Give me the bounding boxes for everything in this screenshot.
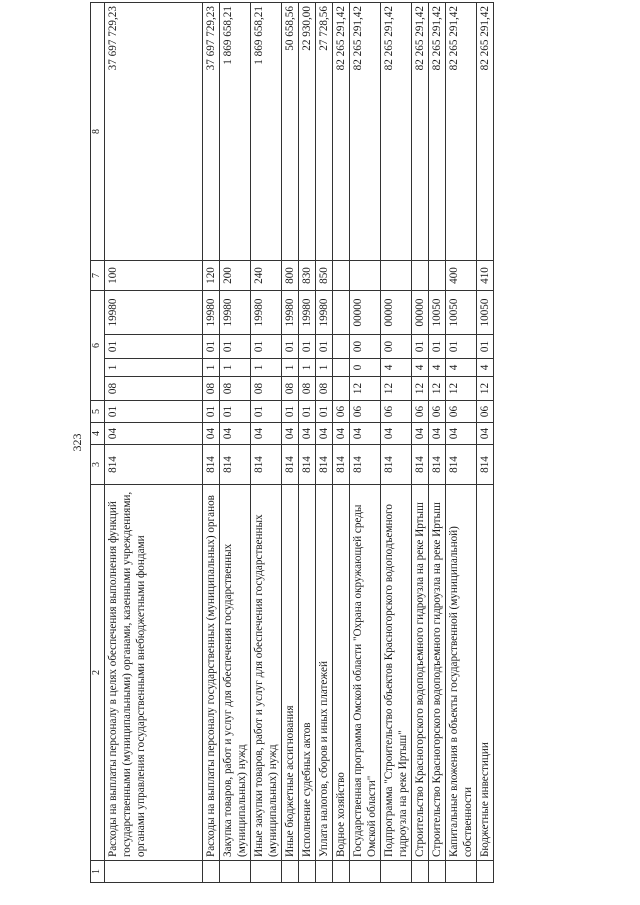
ministry-code-cell: 814 [332, 445, 349, 485]
target-article-event-cell: 00 [349, 335, 380, 359]
table-row [411, 3, 428, 883]
target-article-program-cell: 08 [315, 377, 332, 401]
ministry-code-cell: 814 [250, 445, 281, 485]
target-article-program-cell: 08 [250, 377, 281, 401]
section-code-cell: 04 [445, 423, 476, 445]
target-article-event-cell: 01 [315, 335, 332, 359]
amount-cell: 82 265 291,42 [411, 3, 428, 261]
table-row [298, 3, 315, 883]
expense-type-cell [332, 261, 349, 291]
amount-cell: 82 265 291,42 [476, 3, 493, 261]
expense-name-cell: Расходы на выплаты персоналу государственных (муниципальных) органов [202, 485, 219, 861]
expense-name-cell: Расходы на выплаты персоналу в целях обеспечения выполнения функций государственными (муниципальными) органами, казенными учреждениями, органами управления государственными внебюджетными фондами [104, 485, 202, 861]
target-article-direction-cell: 19980 [219, 291, 250, 335]
target-article-program-cell: 08 [281, 377, 298, 401]
section-code-cell: 04 [349, 423, 380, 445]
table-row [202, 3, 219, 883]
table-row [315, 3, 332, 883]
amount-cell: 27 728,56 [315, 3, 332, 261]
target-article-direction-cell: 10050 [428, 291, 445, 335]
target-article-direction-cell: 19980 [250, 291, 281, 335]
ministry-code-cell: 814 [428, 445, 445, 485]
row-index-cell [281, 861, 298, 883]
table-row [281, 3, 298, 883]
ministry-code-cell: 814 [104, 445, 202, 485]
amount-cell: 82 265 291,42 [380, 3, 411, 261]
expense-name-cell: Строительство Красногорского водоподъемного гидроузла на реке Иртыш [428, 485, 445, 861]
section-code-cell: 04 [202, 423, 219, 445]
target-article-direction-cell: 19980 [298, 291, 315, 335]
page-number: 323 [70, 433, 84, 452]
expense-type-cell: 240 [250, 261, 281, 291]
target-article-direction-cell: 00000 [411, 291, 428, 335]
row-index-cell [476, 861, 493, 883]
header-col-7: 7 [91, 261, 105, 291]
target-article-subprogram-cell: 4 [380, 359, 411, 377]
subsection-code-cell: 06 [411, 401, 428, 423]
row-index-cell [298, 861, 315, 883]
ministry-code-cell: 814 [476, 445, 493, 485]
target-article-direction-cell: 10050 [476, 291, 493, 335]
table-row [428, 3, 445, 883]
ministry-code-cell: 814 [380, 445, 411, 485]
amount-cell: 1 869 658,21 [219, 3, 250, 261]
target-article-direction-cell: 19980 [202, 291, 219, 335]
expense-name-cell: Водное хозяйство [332, 485, 349, 861]
expense-type-cell: 800 [281, 261, 298, 291]
table-row [380, 3, 411, 883]
expense-type-cell: 410 [476, 261, 493, 291]
table-row [250, 3, 281, 883]
expense-type-cell: 100 [104, 261, 202, 291]
target-article-event-cell [332, 335, 349, 359]
target-article-subprogram-cell: 1 [315, 359, 332, 377]
ministry-code-cell: 814 [219, 445, 250, 485]
expense-name-cell: Закупка товаров, работ и услуг для обеспечения государственных (муниципальных) нужд [219, 485, 250, 861]
header-col-1: 1 [91, 861, 105, 883]
section-code-cell: 04 [298, 423, 315, 445]
ministry-code-cell: 814 [281, 445, 298, 485]
subsection-code-cell: 06 [349, 401, 380, 423]
amount-cell: 1 869 658,21 [250, 3, 281, 261]
target-article-direction-cell: 00000 [349, 291, 380, 335]
target-article-program-cell: 08 [104, 377, 202, 401]
expense-type-cell: 120 [202, 261, 219, 291]
expense-type-cell: 850 [315, 261, 332, 291]
subsection-code-cell: 06 [428, 401, 445, 423]
amount-cell: 82 265 291,42 [428, 3, 445, 261]
expense-type-cell [411, 261, 428, 291]
target-article-subprogram-cell: 1 [104, 359, 202, 377]
subsection-code-cell: 06 [332, 401, 349, 423]
target-article-event-cell: 01 [476, 335, 493, 359]
table-row [349, 3, 380, 883]
amount-cell: 82 265 291,42 [349, 3, 380, 261]
target-article-program-cell: 12 [380, 377, 411, 401]
ministry-code-cell: 814 [315, 445, 332, 485]
subsection-code-cell: 01 [104, 401, 202, 423]
section-code-cell: 04 [315, 423, 332, 445]
target-article-direction-cell: 19980 [315, 291, 332, 335]
expense-name-cell: Капитальные вложения в объекты государственной (муниципальной) собственности [445, 485, 476, 861]
subsection-code-cell: 01 [202, 401, 219, 423]
target-article-program-cell: 08 [202, 377, 219, 401]
target-article-program-cell: 08 [298, 377, 315, 401]
target-article-event-cell: 01 [104, 335, 202, 359]
target-article-program-cell: 12 [411, 377, 428, 401]
target-article-subprogram-cell: 4 [476, 359, 493, 377]
header-col-3: 3 [91, 445, 105, 485]
ministry-code-cell: 814 [298, 445, 315, 485]
header-col-2: 2 [91, 485, 105, 861]
section-code-cell: 04 [476, 423, 493, 445]
expense-name-cell: Иные бюджетные ассигнования [281, 485, 298, 861]
document-page [10, 0, 630, 895]
target-article-event-cell: 01 [411, 335, 428, 359]
subsection-code-cell: 06 [476, 401, 493, 423]
row-index-cell [104, 861, 202, 883]
target-article-subprogram-cell: 4 [428, 359, 445, 377]
expense-type-cell: 830 [298, 261, 315, 291]
section-code-cell: 04 [250, 423, 281, 445]
row-index-cell [315, 861, 332, 883]
target-article-direction-cell: 19980 [104, 291, 202, 335]
target-article-subprogram-cell: 1 [281, 359, 298, 377]
target-article-program-cell: 08 [219, 377, 250, 401]
target-article-program-cell: 12 [349, 377, 380, 401]
target-article-program-cell: 12 [428, 377, 445, 401]
row-index-cell [332, 861, 349, 883]
header-col-6: 6 [91, 291, 105, 401]
target-article-event-cell: 01 [281, 335, 298, 359]
table-row [445, 3, 476, 883]
expense-type-cell [428, 261, 445, 291]
subsection-code-cell: 01 [315, 401, 332, 423]
target-article-program-cell: 12 [476, 377, 493, 401]
expense-type-cell [349, 261, 380, 291]
row-index-cell [202, 861, 219, 883]
section-code-cell: 04 [428, 423, 445, 445]
amount-cell: 37 697 729,23 [202, 3, 219, 261]
section-code-cell: 04 [332, 423, 349, 445]
target-article-subprogram-cell: 1 [298, 359, 315, 377]
row-index-cell [219, 861, 250, 883]
target-article-event-cell: 01 [298, 335, 315, 359]
target-article-subprogram-cell: 1 [202, 359, 219, 377]
expense-name-cell: Подпрограмма "Строительство объектов Красногорского водоподъемного гидроузла на реке Иртыш" [380, 485, 411, 861]
target-article-direction-cell [332, 291, 349, 335]
target-article-event-cell: 01 [250, 335, 281, 359]
section-code-cell: 04 [281, 423, 298, 445]
ministry-code-cell: 814 [445, 445, 476, 485]
subsection-code-cell: 01 [281, 401, 298, 423]
row-index-cell [380, 861, 411, 883]
target-article-subprogram-cell [332, 359, 349, 377]
table-row [219, 3, 250, 883]
budget-table [90, 2, 494, 883]
target-article-subprogram-cell: 0 [349, 359, 380, 377]
target-article-subprogram-cell: 4 [411, 359, 428, 377]
target-article-event-cell: 00 [380, 335, 411, 359]
row-index-cell [250, 861, 281, 883]
subsection-code-cell: 01 [250, 401, 281, 423]
target-article-direction-cell: 10050 [445, 291, 476, 335]
expense-name-cell: Уплата налогов, сборов и иных платежей [315, 485, 332, 861]
table-row [332, 3, 349, 883]
target-article-event-cell: 01 [219, 335, 250, 359]
header-col-4: 4 [91, 423, 105, 445]
section-code-cell: 04 [411, 423, 428, 445]
header-col-8: 8 [91, 3, 105, 261]
section-code-cell: 04 [219, 423, 250, 445]
target-article-event-cell: 01 [445, 335, 476, 359]
amount-cell: 82 265 291,42 [332, 3, 349, 261]
expense-name-cell: Бюджетные инвестиции [476, 485, 493, 861]
expense-name-cell: Государственная программа Омской области "Охрана окружающей среды Омской области" [349, 485, 380, 861]
target-article-subprogram-cell: 4 [445, 359, 476, 377]
target-article-direction-cell: 00000 [380, 291, 411, 335]
amount-cell: 50 658,56 [281, 3, 298, 261]
header-col-5: 5 [91, 401, 105, 423]
ministry-code-cell: 814 [202, 445, 219, 485]
ministry-code-cell: 814 [349, 445, 380, 485]
amount-cell: 37 697 729,23 [104, 3, 202, 261]
table-row [476, 3, 493, 883]
section-code-cell: 04 [104, 423, 202, 445]
row-index-cell [428, 861, 445, 883]
target-article-subprogram-cell: 1 [250, 359, 281, 377]
table-header-row [91, 3, 105, 883]
subsection-code-cell: 06 [445, 401, 476, 423]
expense-type-cell: 200 [219, 261, 250, 291]
target-article-event-cell: 01 [202, 335, 219, 359]
target-article-program-cell: 12 [445, 377, 476, 401]
table-row [104, 3, 202, 883]
target-article-direction-cell: 19980 [281, 291, 298, 335]
subsection-code-cell: 01 [219, 401, 250, 423]
target-article-program-cell [332, 377, 349, 401]
row-index-cell [445, 861, 476, 883]
row-index-cell [411, 861, 428, 883]
amount-cell: 22 930,00 [298, 3, 315, 261]
section-code-cell: 04 [380, 423, 411, 445]
target-article-event-cell: 01 [428, 335, 445, 359]
expense-name-cell: Строительство Красногорского водоподъемного гидроузла на реке Иртыш [411, 485, 428, 861]
amount-cell: 82 265 291,42 [445, 3, 476, 261]
expense-name-cell: Исполнение судебных актов [298, 485, 315, 861]
target-article-subprogram-cell: 1 [219, 359, 250, 377]
expense-type-cell: 400 [445, 261, 476, 291]
expense-type-cell [380, 261, 411, 291]
expense-name-cell: Иные закупки товаров, работ и услуг для обеспечения государственных (муниципальных) нужд [250, 485, 281, 861]
ministry-code-cell: 814 [411, 445, 428, 485]
subsection-code-cell: 01 [298, 401, 315, 423]
row-index-cell [349, 861, 380, 883]
subsection-code-cell: 06 [380, 401, 411, 423]
